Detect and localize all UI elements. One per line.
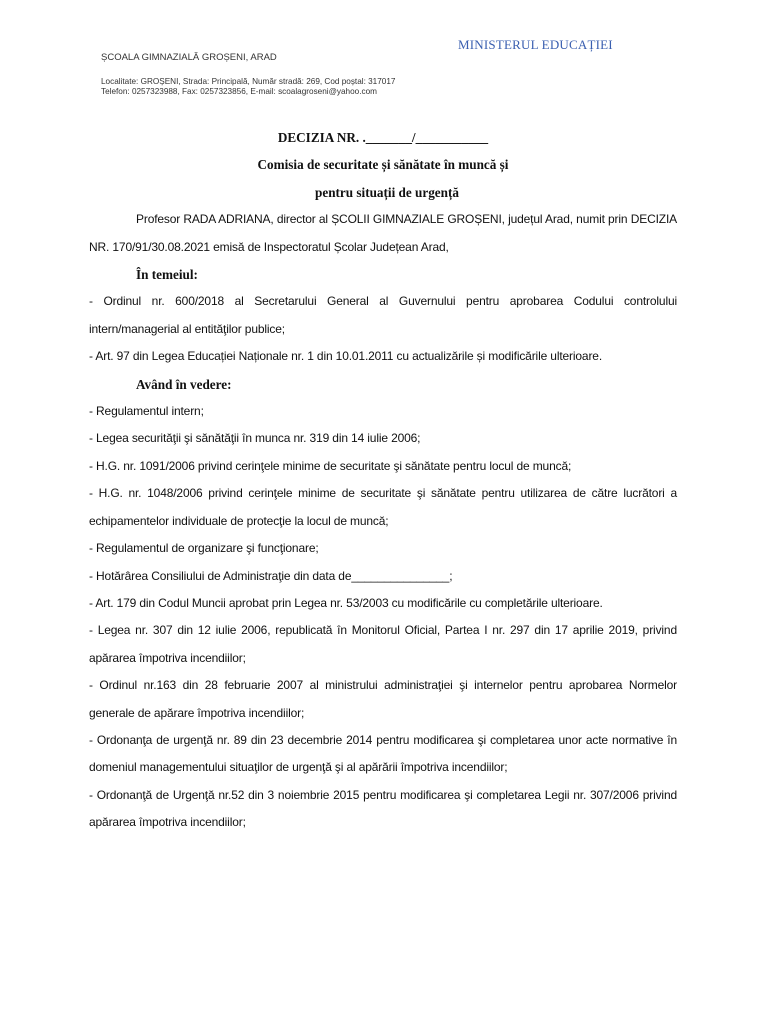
- avand-item: - Hotărârea Consiliului de Administraţie din data de_______________;: [89, 568, 453, 583]
- temeiul-item: - Ordinul nr. 600/2018 al Secretarului General al Guvernului pentru aprobarea Codului controlului intern/managerial al entităţilor publice;: [89, 294, 677, 336]
- temeiul-item: - Art. 97 din Legea Educației Naționale nr. 1 din 10.01.2011 cu actualizările și modificările ulterioare.: [89, 349, 603, 364]
- school-address: [101, 77, 395, 97]
- avand-item: - Legea securităţii şi sănătăţii în munca nr. 319 din 14 iulie 2006;: [89, 431, 421, 446]
- document-body: [89, 124, 677, 837]
- avand-item: - Ordinul nr.163 din 28 februarie 2007 al ministrului administraţiei şi internelor pentru aprobarea Normelor generale de apărare împotriva incendiilor;: [89, 678, 677, 720]
- avand-item: - Regulamentul de organizare şi funcţionare;: [89, 541, 319, 556]
- school-name: ȘCOALA GIMNAZIALĂ GROȘENI, ARAD: [101, 52, 277, 63]
- avand-item: - Regulamentul intern;: [89, 404, 204, 419]
- address-line: Localitate: GROȘENI, Strada: Principală, Număr stradă: 269, Cod poștal: 317017: [101, 77, 396, 86]
- avand-item: - Legea nr. 307 din 12 iulie 2006, republicată în Monitorul Oficial, Partea I nr. 297 din 17 aprilie 2019, privind apărarea împotriva incendiilor;: [89, 623, 677, 665]
- avand-item: - H.G. nr. 1048/2006 privind cerinţele minime de securitate şi sănătate pentru utilizarea de către lucrători a echipamentelor individuale de protecţie la locul de muncă;: [89, 486, 677, 528]
- avand-item: - Ordonanţa de urgenţă nr. 89 din 23 decembrie 2014 pentru modificarea şi completarea unor acte normative în domeniul managementului situaţilor de urgenţă şi al apărării împotriva incendiilor;: [89, 732, 677, 775]
- avand-item: - Ordonanţă de Urgenţă nr.52 din 3 noiembrie 2015 pentru modificarea şi completarea Legii nr. 307/2006 privind apărarea împotriva incendiilor;: [89, 787, 677, 830]
- avand-heading: Având în vedere:: [136, 376, 232, 392]
- contact-line: Telefon: 0257323988, Fax: 0257323856, E-mail: scoalagroseni@yahoo.com: [101, 87, 377, 96]
- decision-title: DECIZIA NR. ._______/___________: [277, 130, 489, 145]
- ministry-header: MINISTERUL EDUCAȚIEI: [458, 37, 613, 52]
- temeiul-heading: În temeiul:: [136, 267, 198, 283]
- avand-item: - Art. 179 din Codul Muncii aprobat prin Legea nr. 53/2003 cu modificările cu completările ulterioare.: [89, 595, 603, 610]
- avand-item: - H.G. nr. 1091/2006 privind cerinţele minime de securitate şi sănătate pentru locul de muncă;: [89, 458, 572, 473]
- intro-paragraph: Profesor RADA ADRIANA, director al ȘCOLII GIMNAZIALE GROȘENI, județul Arad, numit prin DECIZIA NR. 170/91/30.08.2021 emisă de Inspectoratul Școlar Județean Arad,: [89, 212, 677, 254]
- decision-subtitle-1: Comisia de securitate și sănătate în muncă și: [257, 157, 509, 173]
- decision-subtitle-2: pentru situații de urgență: [315, 184, 459, 200]
